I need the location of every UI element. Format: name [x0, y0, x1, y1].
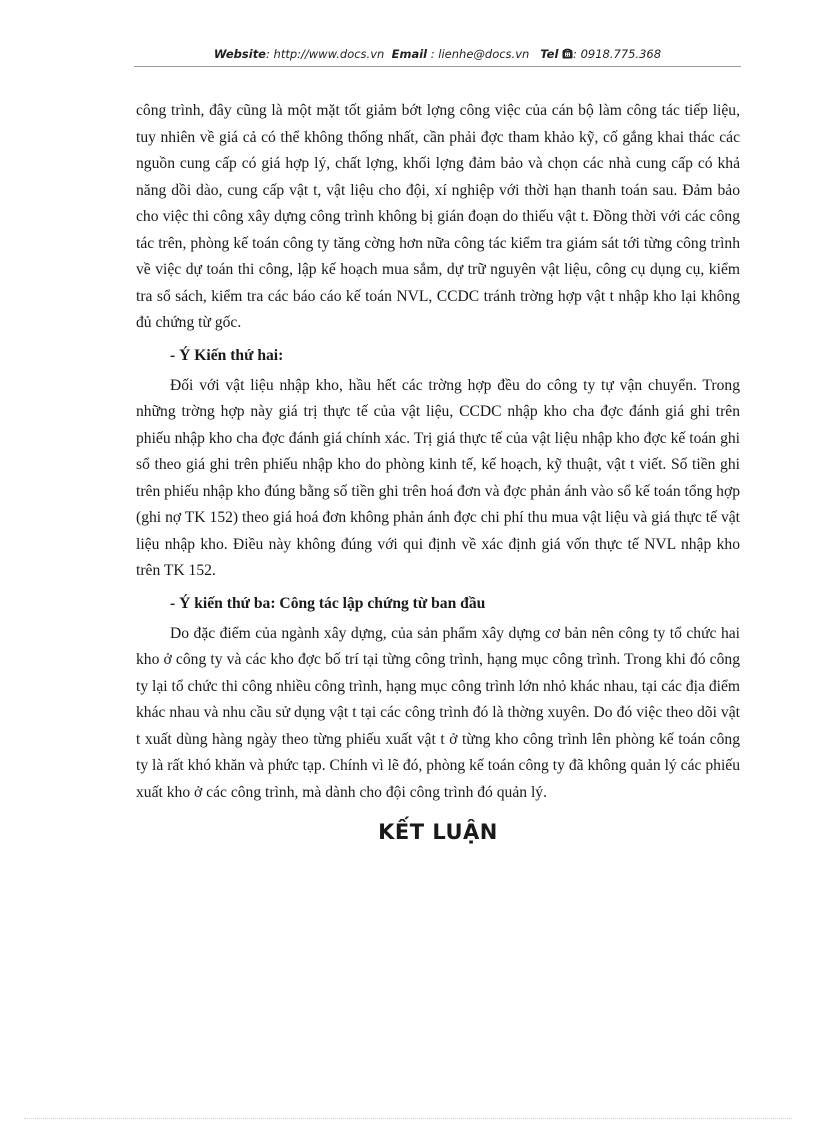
page-header [134, 47, 741, 65]
phone-icon [562, 48, 573, 62]
paragraph-third-opinion: Do đặc điểm của ngành xây dựng, của sản phẩm xây dựng cơ bản nên công ty tổ chức hai kho ở công ty và các kho đợc bố trí tại từng công trình, hạng mục công trình. Trong khi đó công ty lại tổ chức thi công nhiều công trình, hạng mục công trình lớn nhỏ khác nhau, tại các địa điểm khác nhau và nhu cầu sử dụng vật t tại các công trình đó là thờng xuyên. Do đó việc theo dõi vật t xuất dùng hàng ngày theo từng phiếu xuất vật t ở từng kho công trình lên phòng kế toán công ty là rất khó khăn và phức tạp. Chính vì lẽ đó, phòng kế toán công ty đã không quản lý các phiếu xuất kho ở các công trình, mà dành cho đội công trình đó quản lý. [136, 624, 740, 801]
paragraph-supply: công trình, đây cũng là một mặt tốt giảm bớt lợng công việc của cán bộ làm công tác tiếp liệu, tuy nhiên về giá cả có thể không thống nhất, cần phải đợc tham khảo kỹ, cố gắng khai thác các nguồn cung cấp có giá hợp lý, chất lợng, khối lợng đảm bảo và chọn các nhà cung cấp có khả năng dồi dào, cung cấp vật t, vật liệu cho đội, xí nghiệp với thời hạn thanh toán sau. Đảm bảo cho việc thi công xây dựng công trình không bị gián đoạn do thiếu vật t. Đồng thời với các công tác trên, phòng kế toán công ty tăng cờng hơn nữa công tác kiểm tra giám sát tới từng công trình về việc dự toán thi công, lập kế hoạch mua sắm, dự trữ nguyên vật liệu, công cụ dụng cụ, kiểm tra sổ sách, kiểm tra các báo cáo kế toán NVL, CCDC tránh trờng hợp vật t nhập kho lại không đủ chứng từ gốc. [136, 102, 740, 331]
email-label: Email [391, 47, 428, 61]
page-bottom-border [24, 1118, 792, 1119]
paragraph-second-opinion: Đối với vật liệu nhập kho, hầu hết các trờng hợp đều do công ty tự vận chuyển. Trong những trờng hợp này giá trị thực tế của vật liệu, CCDC nhập kho cha đợc đánh giá ghi trên phiếu nhập kho cha đợc đánh giá chính xác. Trị giá thực tế của vật liệu nhập kho đợc kế toán ghi sổ theo giá ghi trên phiếu nhập kho do phòng kinh tế, kế hoạch, kỹ thuật, vật t viết. Số tiền ghi trên phiếu nhập kho đúng bằng số tiền ghi trên hoá đơn và đợc phản ánh vào sổ kế toán tổng hợp (ghi nợ TK 152) theo giá hoá đơn không phản ánh đợc chi phí thu mua vật liệu và giá thực tế vật liệu nhập kho. Điều này không đúng với qui định về xác định giá vốn thực tế NVL nhập kho trên TK 152. [136, 376, 740, 579]
website-url[interactable]: : http://www.docs.vn [266, 47, 385, 61]
heading-third-opinion: - Ý kiến thứ ba: Công tác lập chứng từ ban đầu [170, 594, 486, 612]
conclusion-heading: KẾT LUẬN [378, 820, 498, 844]
website-label: Website [213, 47, 266, 61]
document-body [136, 98, 740, 844]
tel-number: : 0918.775.368 [573, 47, 662, 61]
tel-label: Tel [540, 47, 559, 61]
heading-second-opinion: - Ý Kiến thứ hai: [170, 346, 284, 364]
header-divider [134, 66, 741, 67]
email-address[interactable]: : lienhe@docs.vn [430, 47, 530, 61]
